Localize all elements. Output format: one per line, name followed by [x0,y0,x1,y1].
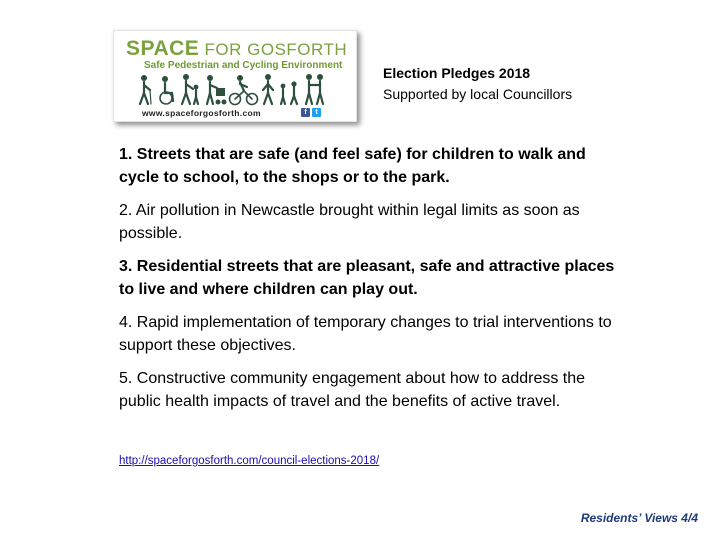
header [383,63,572,105]
logo-title-rest: FOR GOSFORTH [199,40,348,59]
slide-footer: Residents’ Views 4/4 [580,511,698,525]
pledge-item: 2. Air pollution in Newcastle brought within legal limits as soon as possible. [119,202,580,242]
header-title: Election Pledges 2018 [383,65,531,81]
pledge-list [119,143,619,423]
header-subtitle: Supported by local Councillors [383,86,573,102]
twitter-icon [312,108,321,117]
logo-title [126,37,347,61]
logo-url: www.spaceforgosforth.com [142,108,261,118]
pledge-item: 4. Rapid implementation of temporary changes to trial interventions to support these objectives. [119,314,612,354]
space-for-gosforth-logo [113,30,357,122]
pledge-item: 5. Constructive community engagement about how to address the public health impacts of travel and the benefits of active travel. [119,370,586,410]
pledge-item: 3. Residential streets that are pleasant, safe and attractive places to live and where children can play out. [119,258,615,298]
people-silhouettes-icon [136,73,336,107]
twitter-glyph: t [315,109,318,116]
pledge-item: 1. Streets that are safe (and feel safe) for children to walk and cycle to school, to the shops or to the park. [119,146,586,186]
facebook-glyph: f [304,109,307,116]
logo-title-main: SPACE [126,37,200,60]
facebook-icon [301,108,310,117]
logo-subtitle: Safe Pedestrian and Cycling Environment [144,60,343,71]
council-elections-link[interactable]: http://spaceforgosforth.com/council-elections-2018/ [119,455,380,467]
